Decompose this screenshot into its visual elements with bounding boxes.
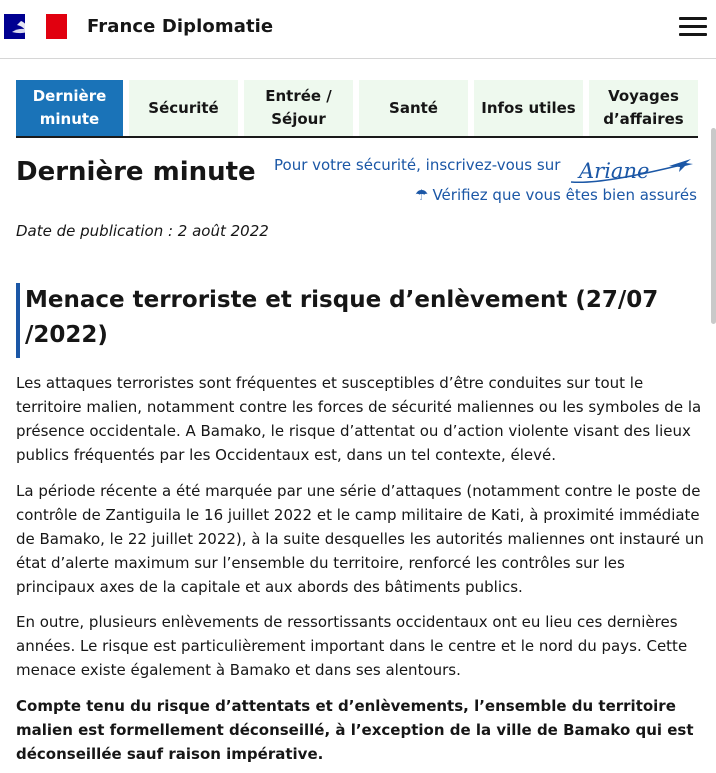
ariane-link[interactable]: Pour votre sécurité, inscrivez-vous sur <box>274 156 561 174</box>
insurance-link-label: Vérifiez que vous êtes bien assurés <box>432 186 697 204</box>
tab-entree-sejour[interactable] <box>244 80 353 136</box>
insurance-link[interactable] <box>415 186 697 204</box>
ariane-logo[interactable] <box>565 152 695 186</box>
republique-francaise-logo[interactable] <box>4 14 67 39</box>
scrollbar-thumb[interactable] <box>711 128 716 324</box>
alert-title <box>25 283 685 353</box>
tab-securite[interactable] <box>129 80 238 136</box>
tab-label: Dernière <box>32 87 107 105</box>
alert-paragraph: En outre, plusieurs enlèvements de ressortissants occidentaux ont eu lieu ces dernières années. Le risque est particulièrement important dans le centre et le nord du pays. Cette menace existe également à Bamako et dans ses alentours. <box>16 613 688 679</box>
tab-voyages-affaires[interactable] <box>589 80 698 136</box>
tab-infos-utiles[interactable] <box>474 80 583 136</box>
alert-title-line: Menace terroriste et risque d’enlèvement (27/07 <box>25 287 659 313</box>
alert-paragraph: La période récente a été marquée par une série d’attaques (notamment contre le poste de contrôle de Zantiguila le 16 juillet 2022 et le camp militaire de Kati, à proximité immédiate de Bamako, le 22 juillet 2022), à la suite desquelles les autorités maliennes ont instauré un état d’alerte maximum sur l’ensemble du territoire, renforcé les contrôles sur les principaux axes de la capitale et aux abords des bâtiments publics. <box>16 482 704 596</box>
tab-label: Entrée / <box>265 87 332 105</box>
tab-label: Voyages <box>608 87 679 105</box>
tab-label: Séjour <box>271 110 326 128</box>
alert-accent-bar <box>16 283 20 358</box>
tab-sante[interactable] <box>359 80 468 136</box>
tab-label: d’affaires <box>603 110 684 128</box>
tab-derniere-minute[interactable] <box>16 80 123 136</box>
alert-paragraph: Les attaques terroristes sont fréquentes et susceptibles d’être conduites sur tout le territoire malien, notamment contre les forces de sécurité maliennes ou les symboles de la présence occidentale. A Bamako, le risque d’attentat ou d’action violente visant des lieux publics fréquentés par les Occidentaux est, dans un tel contexte, élevé. <box>16 374 702 464</box>
section-tabs <box>16 80 698 138</box>
tab-label: minute <box>39 110 100 128</box>
page-title: Dernière minute <box>16 157 256 187</box>
tab-label: Infos utiles <box>481 98 576 117</box>
site-brand-name[interactable]: France Diplomatie <box>87 16 274 37</box>
alert-title-line: /2022) <box>25 322 108 348</box>
umbrella-icon: ☂ <box>415 186 429 204</box>
publication-date: Date de publication : 2 août 2022 <box>16 222 269 240</box>
alert-advisory: Compte tenu du risque d’attentats et d’enlèvements, l’ensemble du territoire malien est formellement déconseillé, à l’exception de la ville de Bamako qui est déconseillée sauf raison impérative. <box>16 697 694 763</box>
ariane-logo-text: Ariane <box>579 159 650 183</box>
tab-label: Santé <box>389 98 438 117</box>
tab-label: Sécurité <box>148 98 219 117</box>
site-header <box>0 0 716 59</box>
menu-icon[interactable] <box>679 17 707 37</box>
